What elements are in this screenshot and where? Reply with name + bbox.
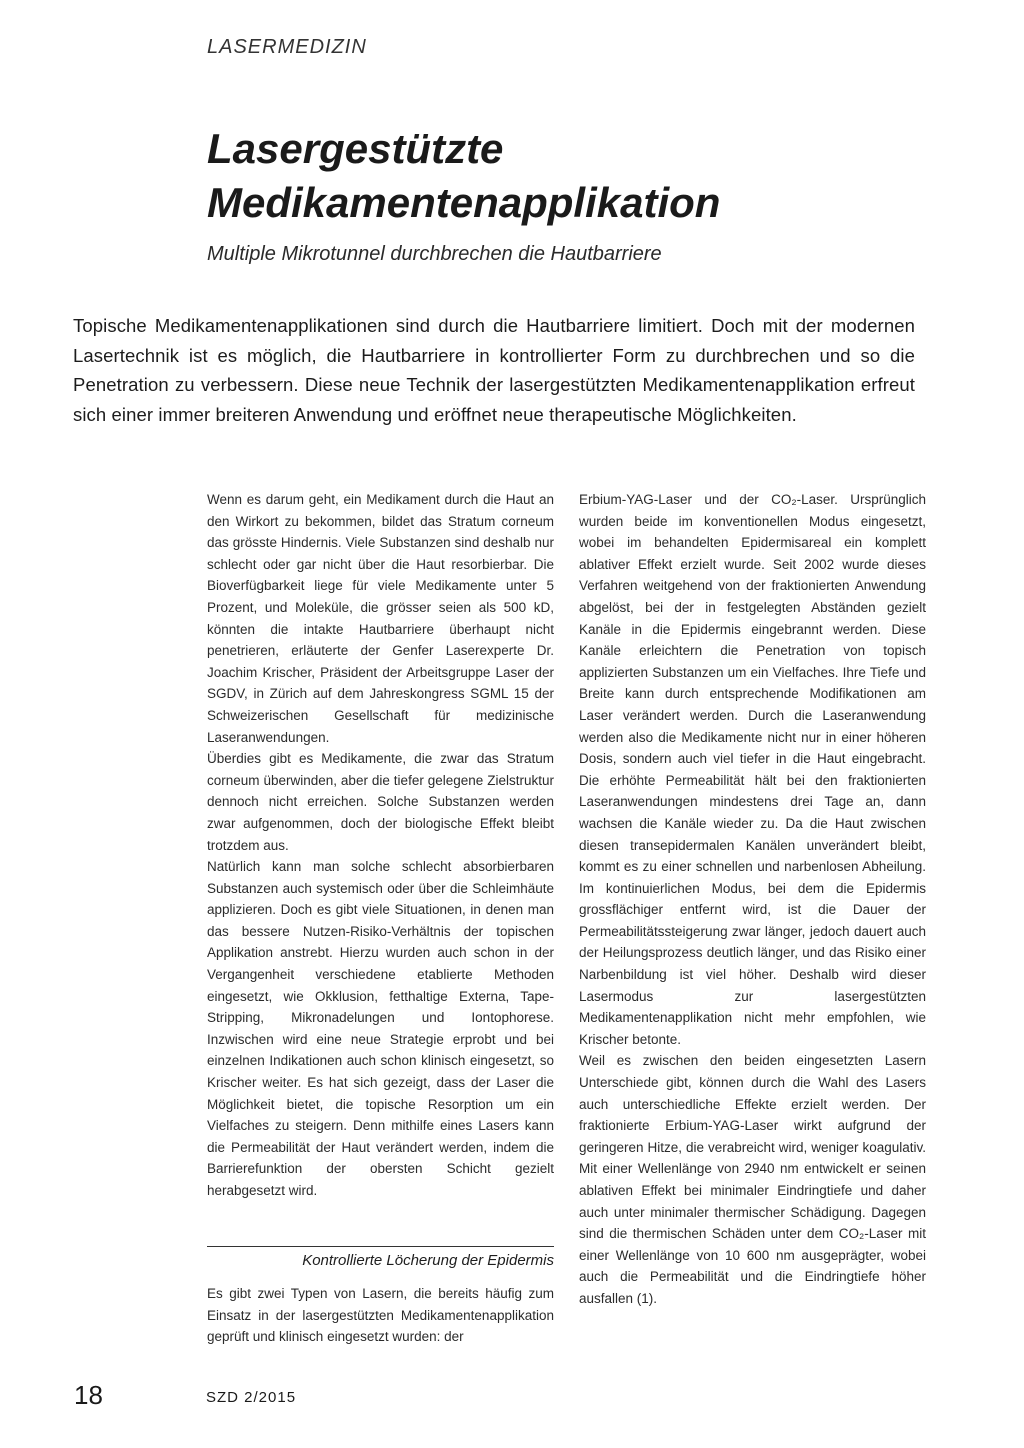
body-column-1: [207, 489, 554, 1202]
body-paragraph: Weil es zwischen den beiden eingesetzten Lasern Unterschiede gibt, können durch die Wahl des Lasers auch unterschiedliche Effekte erzielt werden. Der fraktionierte Erbium-YAG-Laser wirkt aufgrund der geringeren Hitze, die verabreicht wird, weniger koagulativ. Mit einer Wellenlänge von 2940 nm entwickelt er seinen ablativen Effekt bei minimaler Eindringtiefe und daher auch unter minimaler thermischer Schädigung. Dagegen sind die thermischen Schäden unter dem CO₂-Laser mit einer Wellenlänge von 10 600 nm ausgeprägter, wobei auch die Permeabilität und die Eindringtiefe höher ausfallen (1).: [579, 1053, 926, 1306]
article-subtitle: Multiple Mikrotunnel durchbrechen die Hautbarriere: [207, 243, 662, 265]
body-paragraph: Überdies gibt es Medikamente, die zwar das Stratum corneum überwinden, aber die tiefer gelegene Zielstruktur dennoch nicht erreichen. Solche Substanzen werden zwar aufgenommen, doch der biologische Effekt bleibt trotzdem aus.: [207, 751, 554, 853]
article-title: [207, 122, 967, 230]
article-title-line-1: Lasergestützte: [207, 125, 504, 172]
issue-label: SZD 2/2015: [206, 1389, 297, 1406]
body-paragraph: Erbium-YAG-Laser und der CO₂-Laser. Ursprünglich wurden beide im konventionellen Modus eingesetzt, wobei im behandelten Epidermisareal ein komplett ablativer Effekt erzielt wurde. Seit 2002 wurde dieses Verfahren weitgehend von der fraktionierten Anwendung abgelöst, bei der in festgelegten Abständen gezielt Kanäle in die Epidermis eingebrannt werden. Diese Kanäle erleichtern die Penetration von topisch applizierten Substanzen um ein Vielfaches. Ihre Tiefe und Breite kann durch entsprechende Modifikationen am Laser verändert werden. Durch die Laseranwendung werden also die Medikamente nicht nur in einer höheren Dosis, sondern auch viel tiefer in die Haut eingebracht. Die erhöhte Permeabilität hält bei den fraktionierten Laseranwendungen mindestens drei Tage an, dann wachsen die Kanäle wieder zu. Da die Haut zwischen diesen transepidermalen Kanälen unverändert bleibt, kommt es zu einer schnellen und narbenlosen Abheilung. Im kontinuierlichen Modus, bei dem die Epidermis grossflächiger entfernt wird, ist die Dauer der Permeabilitätssteigerung zwar länger, jedoch dauert auch der Heilungsprozess deutlich länger, und das Risiko einer Narbenbildung ist viel höher. Deshalb wird dieser Lasermodus zur lasergestützten Medikamentenapplikation nicht mehr empfohlen, wie Krischer betonte.: [579, 492, 926, 1047]
body-paragraph: Natürlich kann man solche schlecht absorbierbaren Substanzen auch systemisch oder über die Schleimhäute applizieren. Doch es gibt viele Situationen, in denen man das bessere Nutzen-Risiko-Verhältnis der topischen Applikation anstrebt. Hierzu wurden auch schon in der Vergangenheit verschiedene etablierte Methoden eingesetzt, wie Okklusion, fetthaltige Externa, Tape-Stripping, Mikronadelungen und Iontophorese. Inzwischen wird eine neue Strategie erprobt und bei einzelnen Indikationen auch schon klinisch eingesetzt, so Krischer weiter. Es hat sich gezeigt, dass der Laser die Möglichkeit bietet, die topische Resorption um ein Vielfaches zu steigern. Denn mithilfe eines Lasers kann die Permeabilität der Haut verändert werden, indem die Barrierefunktion der obersten Schicht gezielt herabgesetzt wird.: [207, 859, 554, 1198]
section-divider: [207, 1246, 554, 1247]
article-lead: Topische Medikamentenapplikationen sind durch die Hautbarriere limitiert. Doch mit der modernen Lasertechnik ist es möglich, die Hautbarriere in kontrollierter Form zu durchbrechen und so die Penetration zu verbessern. Diese neue Technik der lasergestützten Medikamentenapplikation erfreut sich einer immer breiteren Anwendung und eröffnet neue therapeutische Möglichkeiten.: [73, 315, 915, 425]
article-title-line-2: Medikamentenapplikation: [207, 179, 721, 226]
page-number: 18: [74, 1380, 103, 1410]
body-column-2: [579, 489, 926, 1310]
section-kicker: LASERMEDIZIN: [207, 36, 367, 58]
body-paragraph: Wenn es darum geht, ein Medikament durch die Haut an den Wirkort zu bekommen, bildet das Stratum corneum das grösste Hindernis. Viele Substanzen sind deshalb nur schlecht oder gar nicht über die Haut resorbierbar. Die Bioverfügbarkeit liege für viele Medikamente unter 5 Prozent, und Moleküle, die grösser seien als 500 kD, könnten die intakte Hautbarriere überhaupt nicht penetrieren, erläuterte der Genfer Laserexperte Dr. Joachim Krischer, Präsident der Arbeitsgruppe Laser der SGDV, in Zürich auf dem Jahreskongress SGML 15 der Schweizerischen Gesellschaft für medizinische Laseranwendungen.: [207, 492, 554, 745]
section-heading: Kontrollierte Löcherung der Epidermis: [302, 1252, 554, 1269]
body-paragraph-after-heading: Es gibt zwei Typen von Lasern, die bereits häufig zum Einsatz in der lasergestützten Medikamentenapplikation geprüft und klinisch eingesetzt wurden: der: [207, 1286, 554, 1345]
